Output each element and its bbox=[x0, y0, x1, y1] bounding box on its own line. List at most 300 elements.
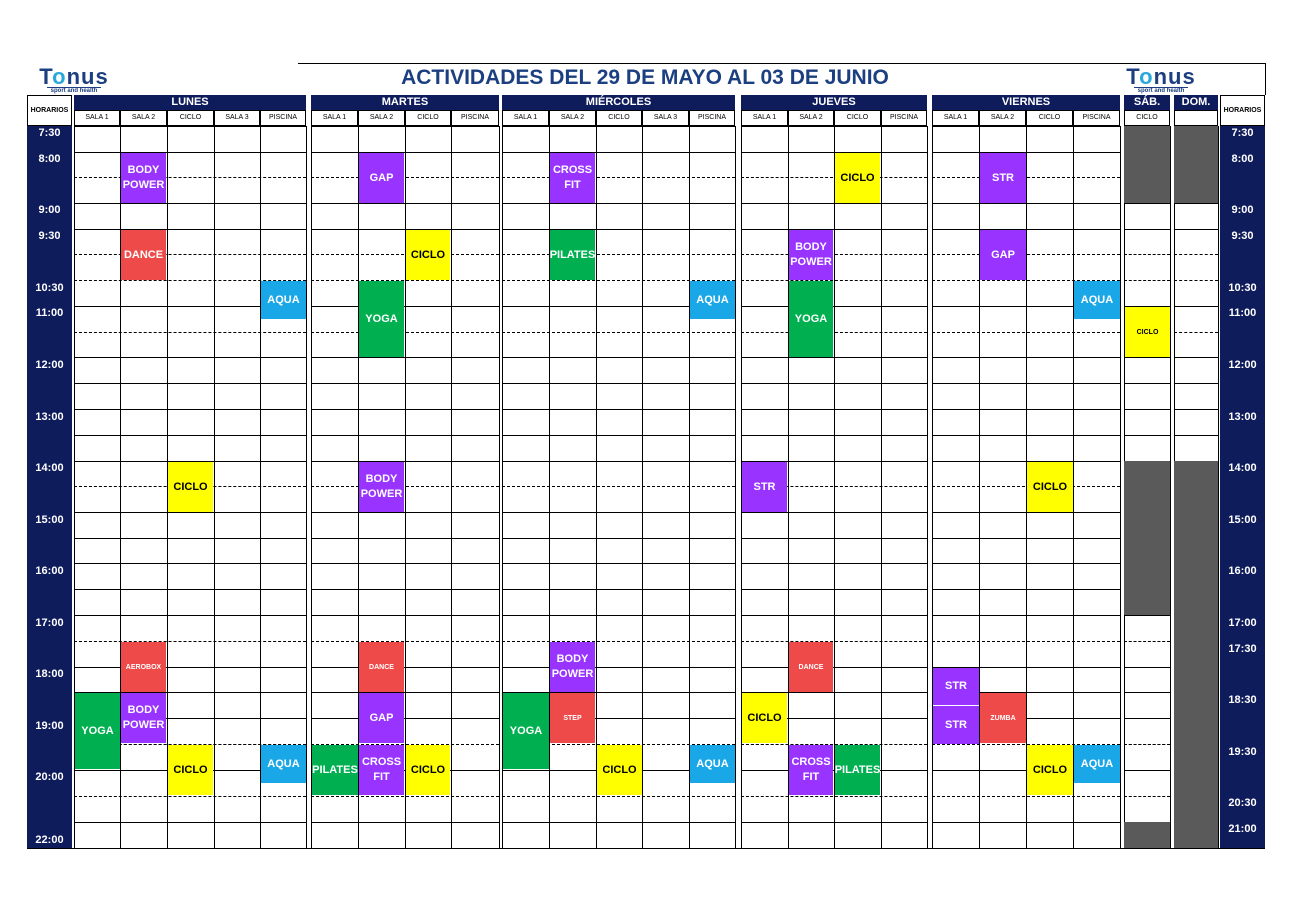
grid-hline bbox=[311, 435, 499, 436]
activity-label: AQUA bbox=[696, 757, 729, 770]
activity-block-ciclo[interactable] bbox=[406, 745, 450, 795]
activity-block-yoga[interactable] bbox=[503, 693, 549, 769]
activity-block-cross-fit[interactable] bbox=[359, 745, 404, 795]
activity-block-gap[interactable] bbox=[359, 153, 404, 203]
grid-hline bbox=[74, 409, 306, 410]
activity-label: AQUA bbox=[1080, 293, 1114, 306]
room-header: SALA 3 bbox=[642, 110, 689, 126]
grid-hline bbox=[741, 512, 927, 513]
grid-hline bbox=[311, 126, 499, 127]
activity-label: BODY POWER bbox=[122, 164, 165, 191]
activity-label: PILATES bbox=[549, 248, 596, 261]
grid-hline bbox=[1124, 229, 1170, 230]
day-header: MIÉRCOLES bbox=[502, 95, 735, 110]
grid-hline bbox=[932, 615, 1120, 616]
grid-hline bbox=[311, 280, 499, 281]
activity-block-ciclo[interactable] bbox=[1125, 307, 1170, 357]
closed-block bbox=[1124, 822, 1170, 848]
activity-label: CICLO bbox=[747, 711, 782, 724]
grid-hline bbox=[932, 126, 1120, 127]
activity-block-pilates[interactable] bbox=[835, 745, 880, 795]
grid-hline bbox=[74, 615, 306, 616]
grid-dline bbox=[74, 254, 306, 255]
grid-hline bbox=[311, 718, 499, 719]
grid-vline bbox=[499, 126, 500, 848]
activity-block-body-power[interactable] bbox=[550, 642, 595, 692]
grid-hline bbox=[741, 641, 927, 642]
grid-hline bbox=[932, 409, 1120, 410]
grid-hline bbox=[74, 383, 306, 384]
grid-hline bbox=[932, 589, 1120, 590]
grid-hline bbox=[1174, 357, 1218, 358]
activity-block-aqua[interactable] bbox=[690, 281, 735, 319]
time-label-left: 12:00 bbox=[35, 359, 64, 371]
grid-hline bbox=[932, 563, 1120, 564]
grid-hline bbox=[932, 203, 1120, 204]
time-label-right: 9:30 bbox=[1231, 230, 1254, 242]
day-header: JUEVES bbox=[741, 95, 927, 110]
grid-hline bbox=[741, 203, 927, 204]
day-header: SÁB. bbox=[1124, 95, 1170, 110]
grid-dline bbox=[741, 254, 927, 255]
horarios-label-left: HORARIOS bbox=[27, 95, 72, 126]
grid-hline bbox=[74, 512, 306, 513]
activity-label: YOGA bbox=[81, 724, 114, 737]
activity-label: YOGA bbox=[365, 312, 398, 325]
activity-label: CROSS FIT bbox=[361, 756, 402, 783]
time-label-left: 14:00 bbox=[35, 462, 64, 474]
room-header: SALA 1 bbox=[74, 110, 120, 126]
grid-hline bbox=[502, 615, 735, 616]
activity-label: BODY POWER bbox=[122, 704, 165, 731]
grid-hline bbox=[932, 641, 1120, 642]
time-label-left: 9:30 bbox=[38, 230, 61, 242]
activity-block-ciclo[interactable] bbox=[835, 153, 880, 203]
activity-block-aerobox[interactable] bbox=[121, 642, 166, 692]
time-label-left: 15:00 bbox=[35, 514, 64, 526]
time-label-right: 14:00 bbox=[1228, 462, 1257, 474]
grid-hline bbox=[311, 822, 499, 823]
closed-block bbox=[1124, 461, 1170, 615]
grid-hline bbox=[502, 229, 735, 230]
activity-label: GAP bbox=[369, 171, 394, 184]
activity-block-ciclo[interactable] bbox=[168, 745, 213, 795]
activity-block-gap[interactable] bbox=[980, 230, 1026, 280]
grid-hline bbox=[74, 667, 306, 668]
grid-hline bbox=[1124, 357, 1170, 358]
grid-hline bbox=[1124, 383, 1170, 384]
activity-block-step[interactable] bbox=[550, 693, 595, 743]
grid-hline bbox=[1124, 718, 1170, 719]
grid-hline bbox=[1174, 435, 1218, 436]
grid-dline bbox=[74, 332, 306, 333]
grid-dline bbox=[1174, 254, 1218, 255]
activity-label: GAP bbox=[369, 711, 394, 724]
page-title: ACTIVIDADES DEL 29 DE MAYO AL 03 DE JUNIO bbox=[401, 66, 889, 89]
activity-block-aqua[interactable] bbox=[261, 745, 306, 783]
grid-hline bbox=[1124, 615, 1170, 616]
time-label-left: 10:30 bbox=[35, 282, 64, 294]
tonus-logo-right bbox=[1113, 64, 1209, 97]
grid-hline bbox=[311, 383, 499, 384]
activity-label: CROSS FIT bbox=[552, 164, 593, 191]
grid-hline bbox=[311, 641, 499, 642]
grid-vline bbox=[689, 126, 690, 848]
grid-hline bbox=[311, 538, 499, 539]
grid-hline bbox=[311, 512, 499, 513]
grid-vline bbox=[596, 126, 597, 848]
activity-block-dance[interactable] bbox=[359, 642, 404, 692]
activity-label: CICLO bbox=[1136, 328, 1159, 336]
time-label-left: 19:00 bbox=[35, 720, 64, 732]
grid-hline bbox=[502, 126, 735, 127]
activity-label: AQUA bbox=[267, 757, 300, 770]
grid-hline bbox=[502, 822, 735, 823]
time-label-left: 16:00 bbox=[35, 565, 64, 577]
top-border bbox=[298, 63, 1266, 64]
room-header: SALA 2 bbox=[979, 110, 1026, 126]
grid-hline bbox=[502, 667, 735, 668]
time-label-right: 16:00 bbox=[1228, 565, 1257, 577]
time-label-left: 17:00 bbox=[35, 617, 64, 629]
activity-block-yoga[interactable] bbox=[359, 281, 404, 357]
room-header: PISCINA bbox=[881, 110, 927, 126]
room-header: PISCINA bbox=[451, 110, 499, 126]
activity-label: DANCE bbox=[798, 663, 824, 671]
grid-hline bbox=[74, 152, 306, 153]
grid-hline bbox=[74, 203, 306, 204]
grid-hline bbox=[74, 589, 306, 590]
activity-label: CICLO bbox=[410, 248, 446, 261]
grid-hline bbox=[74, 796, 306, 797]
time-label-left: 7:30 bbox=[38, 127, 61, 139]
grid-dline bbox=[311, 254, 499, 255]
grid-dline bbox=[502, 486, 735, 487]
grid-hline bbox=[74, 126, 306, 127]
room-header: SALA 2 bbox=[549, 110, 596, 126]
time-label-right: 12:00 bbox=[1228, 359, 1257, 371]
time-label-right: 20:30 bbox=[1228, 797, 1257, 809]
grid-hline bbox=[932, 538, 1120, 539]
room-header: SALA 3 bbox=[214, 110, 260, 126]
activity-block-str[interactable] bbox=[933, 706, 979, 744]
grid-hline bbox=[932, 512, 1120, 513]
grid-hline bbox=[741, 796, 927, 797]
grid-hline bbox=[502, 563, 735, 564]
grid-hline bbox=[1124, 770, 1170, 771]
grid-dline bbox=[74, 177, 306, 178]
grid-hline bbox=[311, 152, 499, 153]
room-header: CICLO bbox=[1124, 110, 1170, 126]
grid-hline bbox=[932, 152, 1120, 153]
time-label-right: 7:30 bbox=[1231, 127, 1254, 139]
grid-hline bbox=[502, 409, 735, 410]
day-header: VIERNES bbox=[932, 95, 1120, 110]
grid-hline bbox=[311, 692, 499, 693]
grid-vline bbox=[306, 126, 307, 848]
grid-hline bbox=[311, 203, 499, 204]
room-header: SALA 1 bbox=[932, 110, 979, 126]
grid-hline bbox=[74, 229, 306, 230]
activity-block-yoga[interactable] bbox=[789, 281, 833, 357]
grid-hline bbox=[932, 796, 1120, 797]
room-header: SALA 2 bbox=[358, 110, 405, 126]
grid-hline bbox=[502, 203, 735, 204]
activity-label: CICLO bbox=[410, 763, 446, 776]
activity-block-aqua[interactable] bbox=[690, 745, 735, 783]
grid-hline bbox=[741, 152, 927, 153]
activity-label: CROSS FIT bbox=[791, 756, 831, 783]
grid-hline bbox=[741, 409, 927, 410]
grid-hline bbox=[1174, 229, 1218, 230]
grid-hline bbox=[1124, 692, 1170, 693]
activity-label: CICLO bbox=[840, 171, 875, 184]
grid-hline bbox=[741, 667, 927, 668]
grid-hline bbox=[502, 796, 735, 797]
time-label-left: 18:00 bbox=[35, 668, 64, 680]
grid-hline bbox=[502, 461, 735, 462]
activity-block-body-power[interactable] bbox=[359, 462, 404, 512]
horarios-label-right: HORARIOS bbox=[1220, 95, 1265, 126]
activity-label: YOGA bbox=[794, 312, 828, 325]
activity-label: CICLO bbox=[1032, 480, 1068, 493]
activity-block-aqua[interactable] bbox=[1074, 745, 1120, 783]
activity-block-zumba[interactable] bbox=[980, 693, 1026, 743]
grid-dline bbox=[741, 177, 927, 178]
activity-label: GAP bbox=[991, 248, 1015, 261]
grid-dline bbox=[741, 744, 927, 745]
grid-hline bbox=[1124, 796, 1170, 797]
room-header: CICLO bbox=[834, 110, 881, 126]
activity-block-ciclo[interactable] bbox=[742, 693, 787, 743]
activity-label: STEP bbox=[563, 714, 582, 722]
logo-tagline: sport and health bbox=[47, 87, 102, 95]
grid-hline bbox=[502, 435, 735, 436]
activity-label: ZUMBA bbox=[990, 714, 1016, 722]
grid-vline bbox=[1120, 126, 1121, 848]
activity-block-dance[interactable] bbox=[121, 230, 166, 280]
activity-label: DANCE bbox=[123, 248, 164, 261]
grid-dline bbox=[1124, 254, 1170, 255]
grid-hline bbox=[741, 280, 927, 281]
time-label-right: 13:00 bbox=[1228, 411, 1257, 423]
activity-label: BODY POWER bbox=[551, 653, 594, 680]
grid-hline bbox=[502, 538, 735, 539]
grid-vline bbox=[735, 126, 736, 848]
grid-hline bbox=[311, 461, 499, 462]
time-label-left: 8:00 bbox=[38, 153, 61, 165]
grid-hline bbox=[502, 641, 735, 642]
grid-hline bbox=[741, 383, 927, 384]
grid-dline bbox=[311, 177, 499, 178]
time-label-right: 21:00 bbox=[1228, 823, 1257, 835]
grid-dline bbox=[1174, 332, 1218, 333]
grid-hline bbox=[74, 435, 306, 436]
activity-label: STR bbox=[945, 718, 967, 731]
grid-hline bbox=[311, 306, 499, 307]
room-header: CICLO bbox=[405, 110, 451, 126]
grid-hline bbox=[741, 563, 927, 564]
grid-hline bbox=[502, 357, 735, 358]
activity-block-gap[interactable] bbox=[359, 693, 404, 743]
activity-block-cross-fit[interactable] bbox=[789, 745, 833, 795]
room-header: CICLO bbox=[596, 110, 642, 126]
right-border bbox=[1265, 63, 1266, 95]
activity-label: CICLO bbox=[173, 763, 208, 776]
grid-hline bbox=[311, 563, 499, 564]
grid-hline bbox=[502, 512, 735, 513]
day-header: DOM. bbox=[1174, 95, 1218, 110]
activity-block-ciclo[interactable] bbox=[406, 230, 450, 280]
activity-label: PILATES bbox=[312, 763, 358, 776]
activity-block-body-power[interactable] bbox=[121, 153, 166, 203]
grid-hline bbox=[311, 589, 499, 590]
tonus-logo-left bbox=[26, 64, 122, 97]
grid-hline bbox=[502, 383, 735, 384]
time-label-right: 18:30 bbox=[1228, 694, 1257, 706]
room-header: PISCINA bbox=[1073, 110, 1120, 126]
time-label-right: 8:00 bbox=[1231, 153, 1254, 165]
grid-dline bbox=[932, 486, 1120, 487]
grid-dline bbox=[1124, 744, 1170, 745]
activity-label: BODY POWER bbox=[360, 473, 403, 500]
grid-vline bbox=[214, 126, 215, 848]
grid-hline bbox=[1174, 306, 1218, 307]
logo-wordmark: Tonus bbox=[1126, 64, 1196, 89]
grid-vline bbox=[260, 126, 261, 848]
grid-hline bbox=[932, 822, 1120, 823]
grid-dline bbox=[741, 332, 927, 333]
activity-label: AQUA bbox=[696, 293, 729, 306]
grid-hline bbox=[932, 229, 1120, 230]
time-label-right: 11:00 bbox=[1228, 307, 1257, 319]
activity-block-pilates[interactable] bbox=[550, 230, 595, 280]
grid-hline bbox=[311, 615, 499, 616]
grid-hline bbox=[1124, 409, 1170, 410]
activity-block-aqua[interactable] bbox=[261, 281, 306, 319]
grid-dline bbox=[932, 177, 1120, 178]
activity-block-yoga[interactable] bbox=[75, 693, 120, 769]
grid-dline bbox=[502, 254, 735, 255]
grid-vline bbox=[1073, 126, 1074, 848]
grid-hline bbox=[74, 357, 306, 358]
activity-label: STR bbox=[753, 480, 776, 493]
grid-hline bbox=[932, 461, 1120, 462]
grid-vline bbox=[927, 126, 928, 848]
activity-block-str[interactable] bbox=[742, 462, 787, 512]
grid-hline bbox=[311, 796, 499, 797]
grid-hline bbox=[741, 126, 927, 127]
grid-hline bbox=[1124, 203, 1170, 204]
time-label-right: 17:00 bbox=[1228, 617, 1257, 629]
grid-hline bbox=[1174, 203, 1218, 204]
activity-block-dance[interactable] bbox=[789, 642, 833, 692]
activity-label: CICLO bbox=[602, 763, 637, 776]
grid-vline bbox=[834, 126, 835, 848]
grid-hline bbox=[74, 641, 306, 642]
time-label-left: 20:00 bbox=[35, 771, 64, 783]
room-header bbox=[1174, 110, 1218, 126]
time-label-right: 19:30 bbox=[1228, 746, 1257, 758]
closed-block bbox=[1174, 126, 1218, 203]
grid-hline bbox=[502, 152, 735, 153]
grid-hline bbox=[741, 357, 927, 358]
grid-dline bbox=[932, 332, 1120, 333]
grid-hline bbox=[311, 409, 499, 410]
grid-dline bbox=[932, 254, 1120, 255]
activity-label: STR bbox=[945, 680, 967, 692]
activity-label: DANCE bbox=[369, 663, 394, 671]
grid-hline bbox=[1174, 280, 1218, 281]
grid-hline bbox=[311, 357, 499, 358]
grid-hline bbox=[1124, 641, 1170, 642]
grid-hline bbox=[741, 615, 927, 616]
activity-block-cross-fit[interactable] bbox=[550, 153, 595, 203]
grid-hline bbox=[74, 563, 306, 564]
time-label-left: 22:00 bbox=[35, 834, 64, 846]
activity-label: PILATES bbox=[834, 763, 881, 776]
activity-label: AQUA bbox=[267, 293, 300, 306]
activity-block-str[interactable] bbox=[980, 153, 1026, 203]
grid-hline bbox=[741, 822, 927, 823]
grid-dline bbox=[311, 332, 499, 333]
activity-label: AEROBOX bbox=[125, 663, 162, 671]
activity-block-ciclo[interactable] bbox=[597, 745, 642, 795]
activity-block-ciclo[interactable] bbox=[168, 462, 213, 512]
room-header: CICLO bbox=[167, 110, 214, 126]
grid-hline bbox=[932, 383, 1120, 384]
grid-hline bbox=[741, 538, 927, 539]
activity-block-ciclo[interactable] bbox=[1027, 745, 1073, 795]
room-header: SALA 2 bbox=[120, 110, 167, 126]
logo-tagline: sport and health bbox=[1134, 87, 1189, 95]
grid-hline bbox=[1124, 435, 1170, 436]
grid-hline bbox=[932, 357, 1120, 358]
activity-label: STR bbox=[992, 171, 1014, 184]
activity-block-body-power[interactable] bbox=[789, 230, 833, 280]
time-label-right: 17:30 bbox=[1228, 643, 1257, 655]
activity-block-body-power[interactable] bbox=[121, 693, 166, 743]
activity-block-str[interactable] bbox=[933, 668, 979, 705]
grid-dline bbox=[311, 486, 499, 487]
grid-vline bbox=[311, 126, 312, 848]
grid-vline bbox=[1218, 126, 1219, 848]
logo-wordmark: Tonus bbox=[39, 64, 109, 89]
activity-block-pilates[interactable] bbox=[312, 745, 358, 795]
day-header: LUNES bbox=[74, 95, 306, 110]
grid-hline bbox=[932, 435, 1120, 436]
time-label-left: 11:00 bbox=[35, 307, 64, 319]
room-header: SALA 1 bbox=[502, 110, 549, 126]
grid-hline bbox=[741, 589, 927, 590]
grid-hline bbox=[1124, 667, 1170, 668]
room-header: SALA 1 bbox=[741, 110, 788, 126]
activity-label: AQUA bbox=[1080, 757, 1114, 770]
room-header: PISCINA bbox=[260, 110, 306, 126]
activity-block-aqua[interactable] bbox=[1074, 281, 1120, 319]
grid-hline bbox=[741, 229, 927, 230]
time-label-left: 13:00 bbox=[35, 411, 64, 423]
activity-label: BODY POWER bbox=[790, 241, 832, 268]
grid-dline bbox=[502, 177, 735, 178]
activity-label: CICLO bbox=[173, 480, 208, 493]
grid-hline bbox=[311, 229, 499, 230]
closed-block bbox=[1174, 461, 1218, 848]
grid-hline bbox=[1124, 280, 1170, 281]
activity-block-ciclo[interactable] bbox=[1027, 462, 1073, 512]
room-header: SALA 1 bbox=[311, 110, 358, 126]
grid-dline bbox=[502, 332, 735, 333]
